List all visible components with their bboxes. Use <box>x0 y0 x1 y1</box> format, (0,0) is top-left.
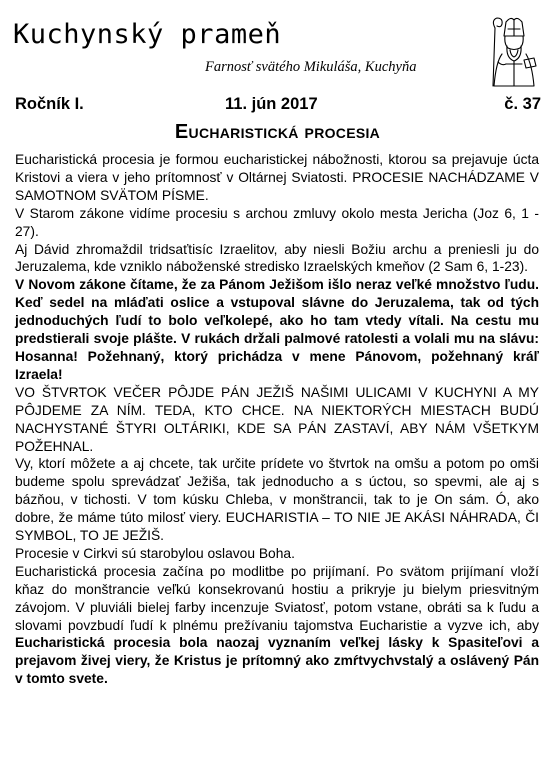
issue-info-row <box>15 93 541 115</box>
article-body <box>15 151 539 688</box>
saint-nicholas-icon <box>484 14 542 88</box>
paragraph: Vy, ktorí môžete a aj chcete, tak určite prídete vo štvrtok na omšu a potom po omši budeme spolu sprevádzať Ježiša, tak jednoducho a s úctou, so spevmi, ale aj s bázňou, v tichosti. V tom kúsku Chleba, v monštrancii, tak to je On sám. Ó, ako dobre, že máme túto milosť viery. EUCHARISTIA – TO NIE JE AKÁSI NÁHRADA, ČI SYMBOL, TO JE JEŽIŠ. <box>15 456 539 544</box>
paragraph: V Starom zákone vidíme procesiu s archou zmluvy okolo mesta Jericha (Joz 6, 1 - 27). <box>15 205 539 239</box>
paragraph-final-text: Eucharistická procesia začína po modlitbe po prijímaní. Po svätom prijímaní vloží kňaz do monštrancie veľkú konsekrovanú hostiu a prikryje ju bielym priesvitným závojom. V pluviáli bielej farby incenzuje Sviatosť, potom vstane, obráti sa k ľudu a slovami povzbudí ľudí k plnému prežívaniu tajomstva Eucharistie a vyzve ich, aby <box>15 563 539 633</box>
paragraph: Procesie v Cirkvi sú starobylou oslavou Boha. <box>15 545 295 561</box>
volume-label: Ročník I. <box>15 95 84 113</box>
parish-name: Farnosť svätého Mikuláša, Kuchyňa <box>205 59 417 75</box>
article-headline: Eucharistická procesia <box>174 121 381 143</box>
paragraph-bold: V Novom zákone čítame, že za Pánom Ježišom išlo neraz veľké množstvo ľudu. Keď sedel na mláďati oslice a vstupoval slávne do Jeruzalema, tak od tých jednoduchých ľudí to bolo veľkolepé, ako ho tam vtedy vítali. Na cestu mu predstierali svoje plášte. V rukách držali palmové ratolesti a volali mu na slávu: Hosanna! Požehnaný, ktorý prichádza v mene Pánovom, požehnaný kráľ Izraela! <box>15 277 539 382</box>
masthead-title: Kuchynský prameň <box>13 19 282 50</box>
paragraph-caps: VO ŠTVRTOK VEČER PÔJDE PÁN JEŽIŠ NAŠIMI ULICAMI V KUCHYNI A MY PÔJDEME ZA NÍM. TEDA, KTO CHCE. NA NIEKTORÝCH MIESTACH BUDÚ NACHYSTANÉ ŠTYRI OLTÁRIKI, KDE SA PÁN ZASTAVÍ, ABY NÁM VŠETKYM POŽEHNAL. <box>15 384 539 454</box>
paragraph: Aj Dávid zhromaždil tridsaťtisíc Izraelitov, aby niesli Božiu archu a preniesli ju do Jeruzalema, kde vzniklo náboženské stredisko Izraelských kmeňov (2 Sam 6, 1-23). <box>15 241 539 275</box>
issue-date: 11. jún 2017 <box>225 95 318 113</box>
issue-number: č. 37 <box>504 95 541 113</box>
paragraph: Eucharistická procesia je formou eucharistickej nábožnosti, ktorou sa prejavuje úcta Kristovi a viera v jeho prítomnosť v Oltárnej Sviatosti. PROCESIE NACHÁDZAME V SAMOTNOM SVÄTOM PÍSME. <box>15 152 539 203</box>
paragraph-final <box>15 563 539 688</box>
paragraph-final-bold: Eucharistická procesia bola naozaj vyznaním veľkej lásky k Spasiteľovi a prejavom živej viery, že Kristus je prítomný ako zmŕtvychvstalý a oslávený Pán v tomto svete. <box>15 635 539 687</box>
